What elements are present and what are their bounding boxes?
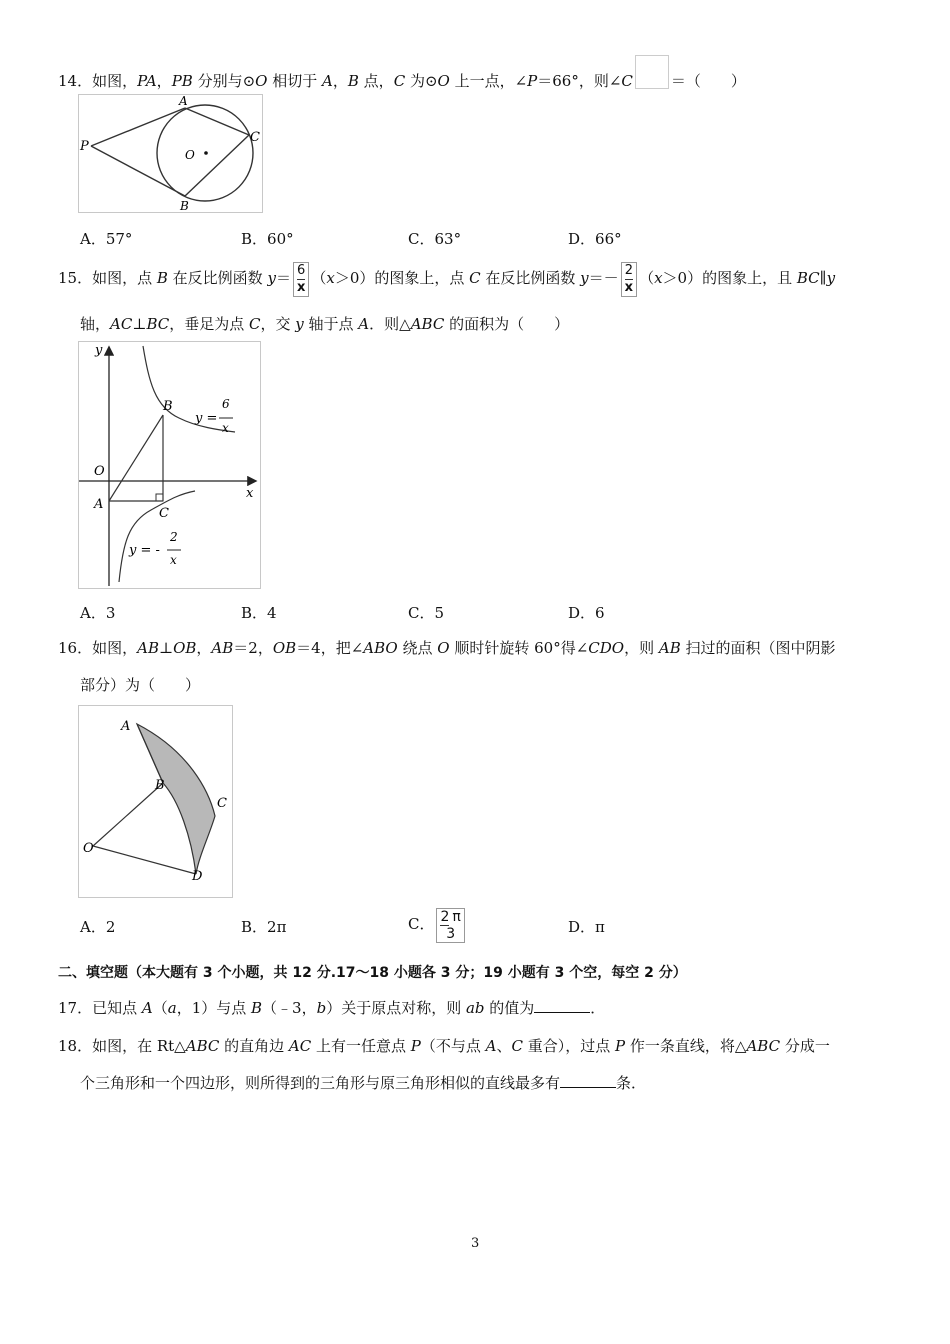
q14-option-b: B．60° xyxy=(241,230,294,248)
q16-segment-ob xyxy=(93,783,163,846)
q15-fraction-6-over-x: $\frac{6}{x}$ xyxy=(293,262,309,297)
q16-label-b: B xyxy=(155,778,165,793)
q16-line-1: 16．如图，AB⊥OB，AB＝2，OB＝4，把∠ABO 绕点 O 顺时针旋转 60°得∠CDO，则 AB 扫过的面积（图中阴影 xyxy=(58,639,836,657)
q15-curve-neg-2-over-x xyxy=(119,491,195,582)
q15-func2-num: 2 xyxy=(170,530,178,544)
q15-segment-ab xyxy=(109,415,163,501)
q15-label-b: B xyxy=(163,399,173,414)
section-fill-in-title: 二、填空题（本大题有 3 个小题，共 12 分.17～18 小题各 3 分；19 小题有 3 个空，每空 2 分） xyxy=(58,965,687,981)
q15-curve-6-over-x xyxy=(143,346,235,432)
q17-answer-blank[interactable] xyxy=(534,998,590,1013)
q14-text: 14．如图，PA，PB 分别与⊙O 相切于 A，B 点，C 为⊙O 上一点，∠P＝66°，则∠C ＝（ ） xyxy=(58,65,746,99)
q14-line-pb xyxy=(91,146,185,196)
q15-label-a: A xyxy=(94,497,104,512)
q15-label-y-axis: y xyxy=(95,343,103,358)
q18-answer-blank[interactable] xyxy=(560,1073,616,1088)
q15-func1-num: 6 xyxy=(222,397,230,411)
q14-option-a: A．57° xyxy=(80,230,133,248)
q15-func2-lhs: y = - xyxy=(129,543,160,558)
q14-image-placeholder xyxy=(635,55,669,89)
q14-label-o: O xyxy=(185,148,195,162)
q14-label-p: P xyxy=(80,139,89,154)
q15-label-o: O xyxy=(94,464,105,479)
q15-option-d: D．6 xyxy=(568,604,605,622)
q16-segment-od xyxy=(93,846,196,874)
page-number: 3 xyxy=(471,1236,480,1251)
q16-shaded-region xyxy=(137,724,215,874)
q14-option-c: C．63° xyxy=(408,230,462,248)
q18-line-1: 18．如图，在 Rt△ABC 的直角边 AC 上有一任意点 P（不与点 A、C 重合），过点 P 作一条直线，将△ABC 分成一 xyxy=(58,1037,830,1055)
q15-line-2: 轴，AC⊥BC，垂足为点 C，交 y 轴于点 A．则△ABC 的面积为（ ） xyxy=(80,315,570,333)
q16-line-2: 部分）为（ ） xyxy=(80,676,201,694)
q14-label-b: B xyxy=(180,199,189,212)
q16-label-a: A xyxy=(121,719,131,734)
q14-line-pa xyxy=(91,108,185,146)
q15-line-1: 15．如图，点 B 在反比例函数 y＝ $\frac{6}{x}$ （x＞0）的图象上，点 C 在反比例函数 y＝－ $\frac{2}{x}$ （x＞0）的图象上，且 BC∥y xyxy=(58,262,836,295)
q16-label-c: C xyxy=(217,796,227,811)
q18-line-2: 个三角形和一个四边形，则所得到的三角形与原三角形相似的直线最多有 条． xyxy=(80,1074,647,1092)
q15-fraction-2-over-x: $\frac{2}{x}$ xyxy=(621,262,637,297)
q16-option-c-fraction: 2 π 3 xyxy=(436,908,464,943)
q14-label-c: C xyxy=(250,130,260,145)
q16-label-o: O xyxy=(83,841,94,856)
q15-func1-lhs: y = xyxy=(195,411,218,426)
q15-func2-den: x xyxy=(170,553,177,567)
q15-label-c: C xyxy=(159,506,169,521)
q15-option-c: C．5 xyxy=(408,604,445,622)
q14-center-dot xyxy=(204,151,208,155)
q14-option-d: D．66° xyxy=(568,230,622,248)
q15-func1-den: x xyxy=(222,421,229,435)
q14-label-a: A xyxy=(179,95,188,108)
q16-option-c: C． 2 π 3 xyxy=(408,902,467,946)
q16-option-b: B．2π xyxy=(241,918,287,936)
q15-right-angle-mark xyxy=(156,494,163,501)
q16-option-a: A．2 xyxy=(80,918,116,936)
q14-line-ac xyxy=(185,108,249,135)
q15-figure xyxy=(78,341,261,589)
q14-figure xyxy=(78,94,263,213)
q16-label-d: D xyxy=(192,869,203,884)
q17-text: 17．已知点 A（a，1）与点 B（﹣3，b）关于原点对称，则 ab 的值为 ． xyxy=(58,999,606,1017)
q15-option-a: A．3 xyxy=(80,604,116,622)
q16-figure xyxy=(78,705,233,898)
q15-option-b: B．4 xyxy=(241,604,277,622)
q16-option-d: D．π xyxy=(568,918,605,936)
q15-label-x-axis: x xyxy=(246,486,254,501)
